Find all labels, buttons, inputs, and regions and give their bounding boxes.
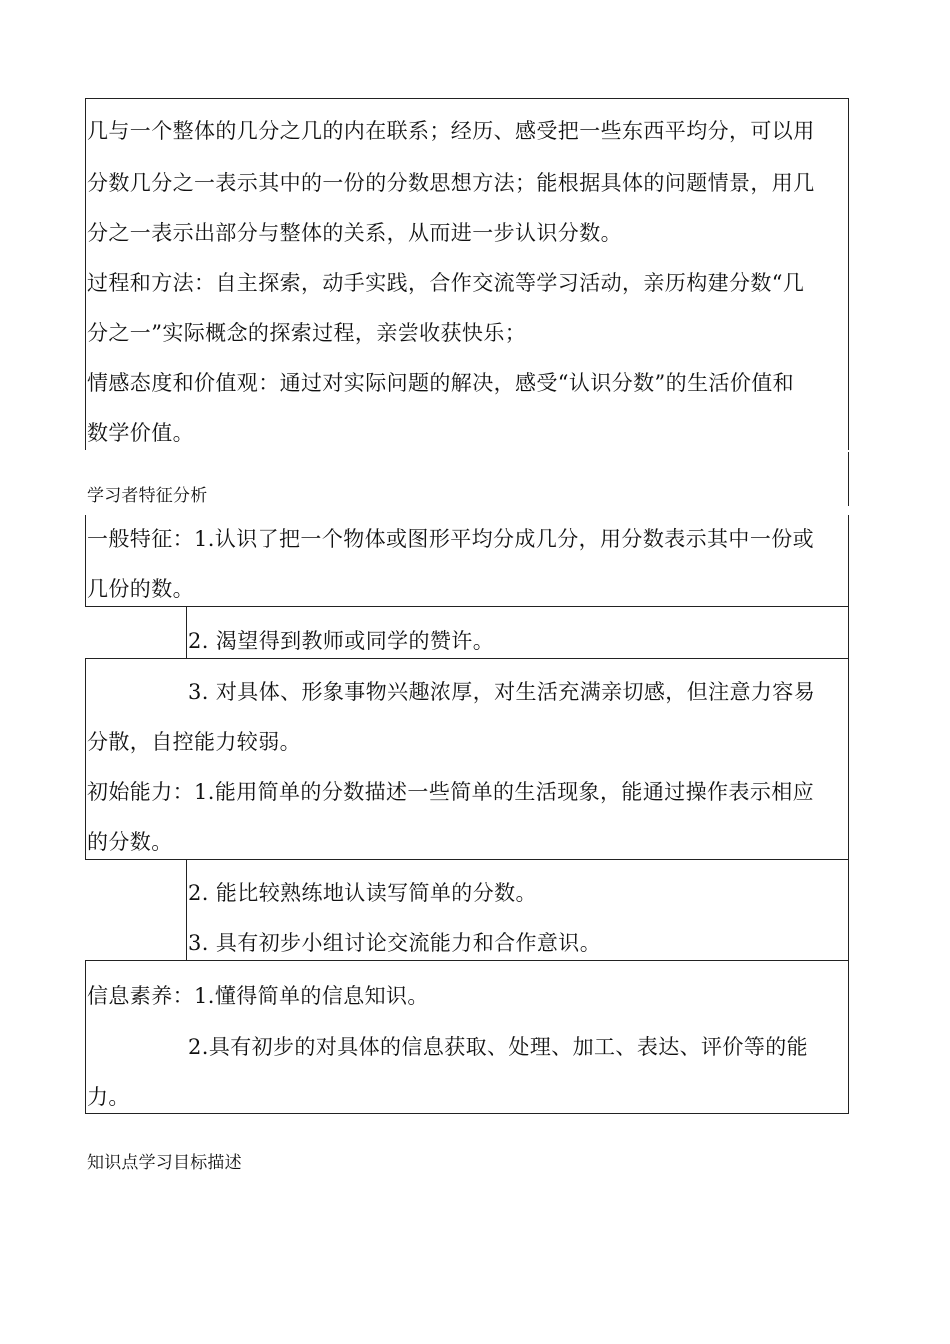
knowledge-heading: 知识点学习目标描述 xyxy=(87,1153,242,1173)
initial-item-2: 2. 能比较熟练地认读写简单的分数。 xyxy=(188,881,537,905)
row2-right-border xyxy=(848,606,849,658)
objective-line-2: 分数几分之一表示其中的一份的分数思想方法；能根据具体的问题情景，用几 xyxy=(87,171,815,195)
objective-line-6: 情感态度和价值观：通过对实际问题的解决，感受“认识分数”的生活价值和 xyxy=(87,371,795,395)
objective-line-3: 分之一表示出部分与整体的关系，从而进一步认识分数。 xyxy=(87,221,622,245)
row4-right-border xyxy=(848,859,849,960)
objective-line-4: 过程和方法：自主探索，动手实践，合作交流等学习活动，亲历构建分数“几 xyxy=(87,271,805,295)
row-divider-2 xyxy=(85,658,849,659)
objective-line-5: 分之一”实际概念的探索过程，亲尝收获快乐； xyxy=(87,321,527,345)
general-item-2: 2. 渴望得到教师或同学的赞许。 xyxy=(188,629,495,653)
indent-cell-border-1 xyxy=(186,606,187,658)
row-divider-3 xyxy=(85,859,849,860)
general-line-2: 几份的数。 xyxy=(87,577,194,601)
general-item-3-line-1: 3. 对具体、形象事物兴趣浓厚，对生活充满亲切感，但注意力容易 xyxy=(188,680,816,704)
learner-heading: 学习者特征分析 xyxy=(87,486,208,506)
row5-left-border xyxy=(85,960,86,1113)
initial-item-3: 3. 具有初步小组讨论交流能力和合作意识。 xyxy=(188,931,602,955)
table-bottom-border xyxy=(85,1113,849,1114)
general-line-1: 一般特征：1.认识了把一个物体或图形平均分成几分，用分数表示其中一份或 xyxy=(87,527,815,551)
row3-left-border xyxy=(85,658,86,859)
table-left-border-upper xyxy=(85,98,86,450)
objective-line-7: 数学价值。 xyxy=(87,421,194,445)
table-right-border-stub xyxy=(848,452,849,506)
info-line-1: 信息素养：1.懂得简单的信息知识。 xyxy=(87,984,429,1008)
row-divider-4 xyxy=(85,960,849,961)
indent-cell-border-2 xyxy=(186,859,187,960)
row-divider-1 xyxy=(85,606,849,607)
info-item-2-line-2: 力。 xyxy=(87,1085,130,1109)
table-right-border-upper xyxy=(848,98,849,450)
general-right-border xyxy=(848,515,849,606)
general-left-border xyxy=(85,515,86,606)
general-item-3-line-2: 分散，自控能力较弱。 xyxy=(87,730,301,754)
table-top-border xyxy=(85,98,849,99)
initial-line-1: 初始能力：1.能用简单的分数描述一些简单的生活现象，能通过操作表示相应 xyxy=(87,780,815,804)
initial-line-2: 的分数。 xyxy=(87,830,173,854)
objective-line-1: 几与一个整体的几分之几的内在联系；经历、感受把一些东西平均分，可以用 xyxy=(87,119,815,143)
info-item-2-line-1: 2.具有初步的对具体的信息获取、处理、加工、表达、评价等的能 xyxy=(188,1035,809,1059)
row5-right-border xyxy=(848,960,849,1113)
row3-right-border xyxy=(848,658,849,859)
